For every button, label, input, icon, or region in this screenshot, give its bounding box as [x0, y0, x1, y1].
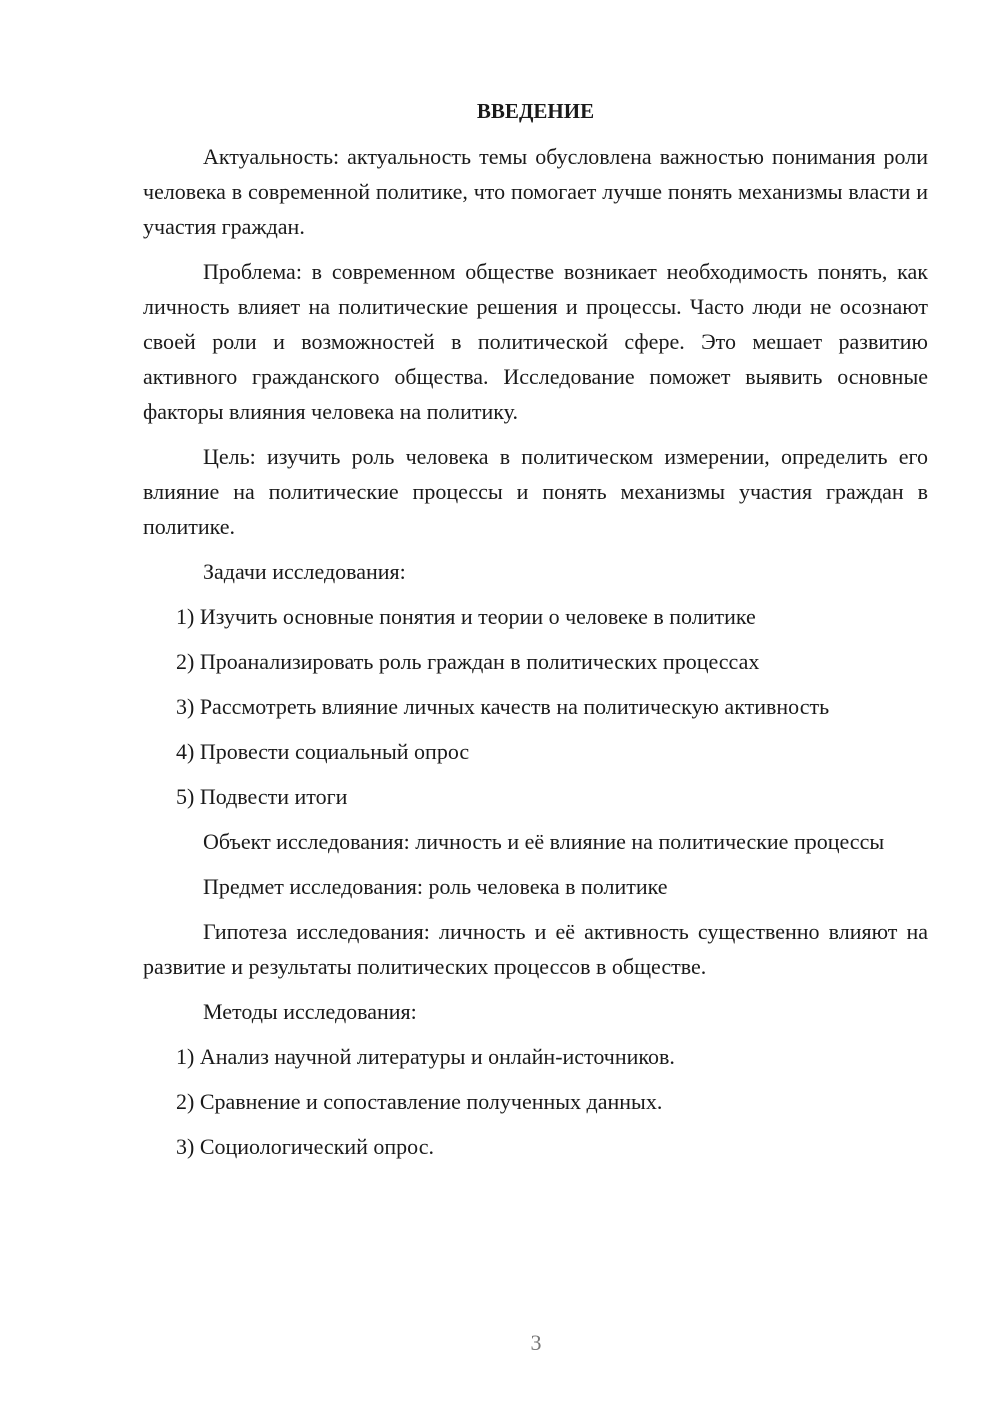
- method-item: 2) Сравнение и сопоставление полученных данных.: [176, 1089, 663, 1114]
- method-item: 1) Анализ научной литературы и онлайн-источников.: [176, 1044, 675, 1069]
- subject-paragraph: Предмет исследования: роль человека в политике: [203, 874, 668, 899]
- task-item: 3) Рассмотреть влияние личных качеств на политическую активность: [176, 694, 830, 719]
- hypothesis-paragraph: Гипотеза исследования: личность и её активность существенно влияют на развитие и результаты политических процессов в обществе.: [143, 919, 928, 979]
- methods-list: [143, 1039, 928, 1164]
- task-item: 1) Изучить основные понятия и теории о человеке в политике: [176, 604, 756, 629]
- page-content: [143, 94, 928, 1174]
- section-title: ВВЕДЕНИЕ: [476, 99, 595, 123]
- task-item: 4) Провести социальный опрос: [176, 739, 470, 764]
- task-item: 5) Подвести итоги: [176, 784, 348, 809]
- methods-heading: Методы исследования:: [203, 999, 417, 1024]
- page-number: 3: [530, 1330, 542, 1355]
- goal-paragraph: Цель: изучить роль человека в политическом измерении, определить его влияние на политические процессы и понять механизмы участия граждан в политике.: [143, 444, 928, 539]
- tasks-list: [143, 599, 928, 814]
- object-paragraph: Объект исследования: личность и её влияние на политические процессы: [203, 829, 885, 854]
- task-item: 2) Проанализировать роль граждан в политических процессах: [176, 649, 760, 674]
- relevance-paragraph: Актуальность: актуальность темы обусловлена важностью понимания роли человека в современной политике, что помогает лучше понять механизмы власти и участия граждан.: [143, 144, 928, 239]
- problem-paragraph: Проблема: в современном обществе возникает необходимость понять, как личность влияет на политические решения и процессы. Часто люди не осознают своей роли и возможностей в политической сфере. Это мешает развитию активного гражданского общества. Исследование поможет выявить основные факторы влияния человека на политику.: [143, 259, 928, 424]
- tasks-heading: Задачи исследования:: [203, 559, 406, 584]
- method-item: 3) Социологический опрос.: [176, 1134, 434, 1159]
